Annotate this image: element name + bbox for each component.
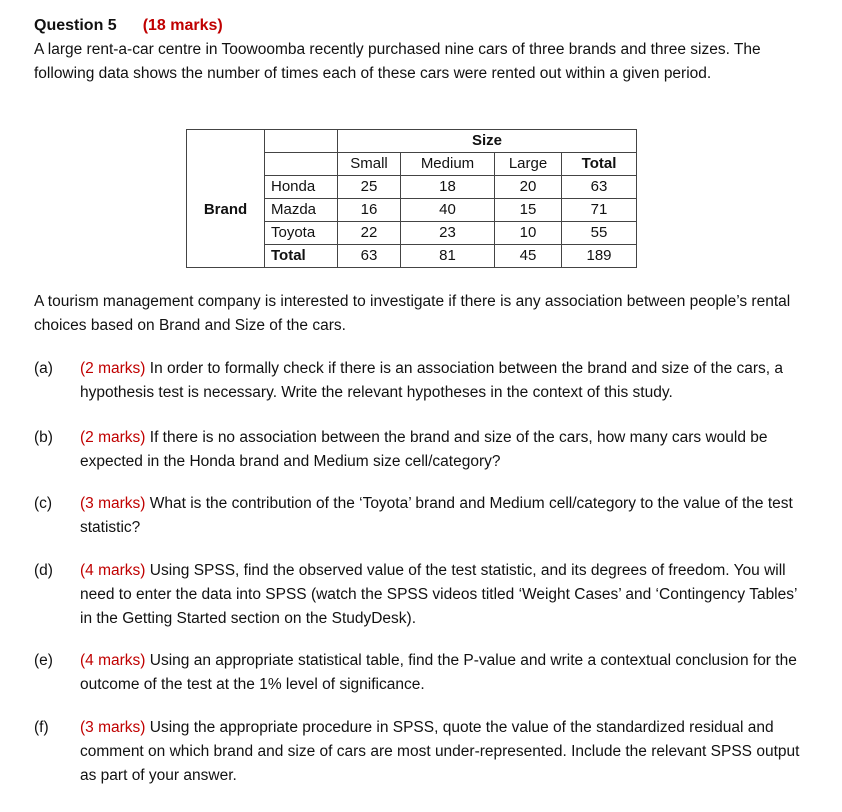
table-cell: 16	[338, 199, 401, 222]
table-empty-cell	[265, 153, 338, 176]
table-empty-cell	[265, 130, 338, 153]
table-cell: 23	[401, 222, 495, 245]
part-marks: (2 marks)	[80, 360, 146, 377]
part-text	[80, 649, 810, 697]
part-label: (e)	[34, 652, 53, 669]
row-label-mazda: Mazda	[265, 199, 338, 222]
part-label: (b)	[34, 429, 53, 446]
rental-data-table	[186, 129, 637, 268]
table-cell: 15	[495, 199, 562, 222]
table-cell: 40	[401, 199, 495, 222]
table-row-honda	[187, 176, 637, 199]
brand-column-spacer	[187, 176, 265, 199]
part-marks: (4 marks)	[80, 562, 146, 579]
table-cell: 20	[495, 176, 562, 199]
column-header-small: Small	[338, 153, 401, 176]
table-cell: 63	[338, 245, 401, 268]
part-e	[34, 649, 824, 697]
part-c	[34, 492, 824, 540]
table-row-mazda	[187, 199, 637, 222]
question-title: Question 5	[34, 17, 117, 34]
question-header	[34, 14, 824, 38]
table-cell: 81	[401, 245, 495, 268]
table-cell: 45	[495, 245, 562, 268]
table-header-row-size	[187, 130, 637, 153]
question-page	[34, 14, 824, 784]
table-cell: 18	[401, 176, 495, 199]
part-label: (a)	[34, 360, 53, 377]
table-row-total	[187, 245, 637, 268]
part-text	[80, 559, 810, 631]
table-cell: 55	[562, 222, 637, 245]
part-label: (f)	[34, 719, 49, 736]
part-body: In order to formally check if there is an association between the brand and size of the cars, a hypothesis test is necessary. Write the relevant hypotheses in the context of this study.	[80, 360, 784, 401]
part-text	[80, 357, 810, 405]
brand-column-spacer	[187, 245, 265, 268]
brand-label: Brand	[187, 199, 265, 222]
part-marks: (2 marks)	[80, 429, 146, 446]
table-cell: 22	[338, 222, 401, 245]
table-row-toyota	[187, 222, 637, 245]
column-header-total: Total	[562, 153, 637, 176]
row-label-honda: Honda	[265, 176, 338, 199]
part-text	[80, 426, 810, 474]
brand-column-spacer	[187, 222, 265, 245]
part-marks: (4 marks)	[80, 652, 146, 669]
part-label: (c)	[34, 495, 53, 512]
part-a	[34, 357, 824, 405]
table-cell: 63	[562, 176, 637, 199]
part-b	[34, 426, 824, 474]
part-d	[34, 559, 824, 631]
table-cell: 71	[562, 199, 637, 222]
part-label: (d)	[34, 562, 53, 579]
column-header-large: Large	[495, 153, 562, 176]
table-cell: 10	[495, 222, 562, 245]
part-body: Using SPSS, find the observed value of the test statistic, and its degrees of freedom. You will need to enter the data into SPSS (watch the SPSS videos titled ‘Weight Cases’ and ‘Contingency Tables’ in the Getting Started section on the StudyDesk).	[80, 562, 797, 627]
part-body: If there is no association between the brand and size of the cars, how many cars would be expected in the Honda brand and Medium size cell/category?	[80, 429, 768, 470]
question-marks: (18 marks)	[142, 17, 223, 34]
part-marks: (3 marks)	[80, 719, 146, 736]
part-body: Using the appropriate procedure in SPSS, quote the value of the standardized residual and comment on which brand and size of cars are most under-represented. Include the relevant SPSS output as part of your answer.	[80, 719, 800, 784]
part-f	[34, 716, 824, 788]
table-cell: 25	[338, 176, 401, 199]
table-corner-cell	[187, 130, 265, 153]
part-text	[80, 492, 810, 540]
table-cell: 189	[562, 245, 637, 268]
size-header: Size	[338, 130, 637, 153]
part-text	[80, 716, 810, 788]
part-body: What is the contribution of the ‘Toyota’ brand and Medium cell/category to the value of the test statistic?	[80, 495, 793, 536]
row-label-toyota: Toyota	[265, 222, 338, 245]
context-paragraph: A tourism management company is interested to investigate if there is any association between people’s rental choices based on Brand and Size of the cars.	[34, 293, 791, 334]
question-intro: A large rent-a-car centre in Toowoomba recently purchased nine cars of three brands and three sizes. The following data shows the number of times each of these cars were rented out within a given period.	[34, 41, 761, 82]
table-header-row-columns	[187, 153, 637, 176]
row-label-total: Total	[265, 245, 338, 268]
part-body: Using an appropriate statistical table, find the P-value and write a contextual conclusion for the outcome of the test at the 1% level of significance.	[80, 652, 797, 693]
column-header-medium: Medium	[401, 153, 495, 176]
brand-column-spacer	[187, 153, 265, 176]
part-marks: (3 marks)	[80, 495, 146, 512]
